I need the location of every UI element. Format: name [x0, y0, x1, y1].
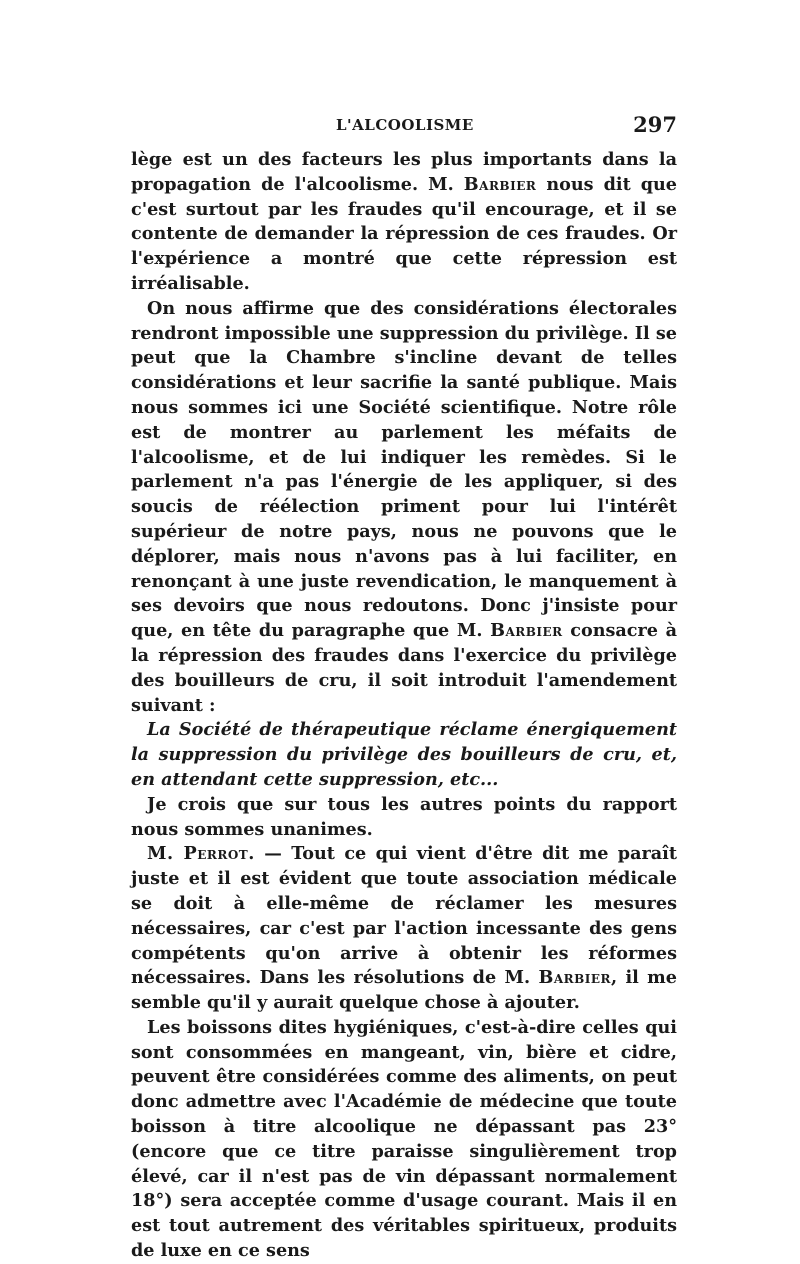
paragraph-4	[131, 842, 677, 1016]
paragraph-1	[131, 148, 677, 297]
paragraph-5: Les boissons dites hygiéniques, c'est-à-dire celles qui sont consommées en mangeant, vin, bière et cidre, peuvent être considérées comme des aliments, on peut donc admettre avec l'Académie de médecine que toute boisson à titre alcoolique ne dépassant pas 23° (encore que ce titre paraisse singulièrement trop élevé, car il n'est pas de vin dépassant normalement 18°) sera acceptée comme d'usage courant. Mais il en est tout autrement des véritables spiritueux, produits de luxe en ce sens	[131, 1016, 677, 1262]
page-number: 297	[633, 112, 677, 137]
paragraph-4-text-end: , il me semble qu'il y aurait quelque chose à ajouter.	[131, 967, 677, 1014]
author-name: Barbier	[490, 620, 563, 642]
paragraph-1-text: lège est un des facteurs les plus importants dans la propagation de l'alcoolisme. M.	[131, 149, 677, 195]
paragraph-2	[131, 297, 677, 719]
author-name: Barbier	[463, 173, 537, 195]
amendment-quote: La Société de thérapeutique réclame énergiquement la suppression du privilège des bouilleurs de cru, et, en attendant cette suppression, etc...	[131, 719, 677, 790]
body-text	[131, 148, 677, 1264]
paragraph-1-text-end: nous dit que c'est surtout par les fraudes qu'il encourage, et il se contente de demander la répression de ces fraudes. Or l'expérience a montré que cette répression est irréalisable.	[131, 173, 678, 294]
running-head	[131, 112, 677, 136]
paragraph-2-text: On nous affirme que des considérations électorales rendront impossible une suppression du privilège. Il se peut que la Chambre s'incline devant de telles considérations et leur sacrifie la santé publique. Mais nous sommes ici une Société scientifique. Notre rôle est de montrer au parlement les méfaits de l'alcoolisme, et de lui indiquer les remèdes. Si le parlement n'a pas l'énergie de les appliquer, si des soucis de réélection priment pour lui l'intérêt supérieur de notre pays, nous ne pouvons que le déplorer, mais nous n'avons pas à lui faciliter, en renonçant à une juste revendication, le manquement à ses devoirs que nous redoutons. Donc j'insiste pour que, en tête du paragraphe que M.	[131, 297, 677, 642]
paragraph-3: Je crois que sur tous les autres points du rapport nous sommes unanimes.	[131, 793, 677, 840]
book-page	[131, 112, 677, 1264]
paragraph-4-text: — Tout ce qui vient d'être dit me paraît juste et il est évident que toute association médicale se doit à elle-même de réclamer les mesures nécessaires, car c'est par l'action incessante des gens compétents qu'on arrive à obtenir les réformes nécessaires. Dans les résolutions de M.	[131, 843, 677, 989]
author-name: Barbier	[538, 967, 611, 989]
speaker-name: M. Perrot.	[147, 843, 255, 865]
paragraph-2-text-end: consacre à la répression des fraudes dans l'exercice du privilège des bouilleurs de cru, il soit introduit l'amendement suivant :	[131, 620, 677, 716]
running-title: L'ALCOOLISME	[336, 116, 474, 134]
